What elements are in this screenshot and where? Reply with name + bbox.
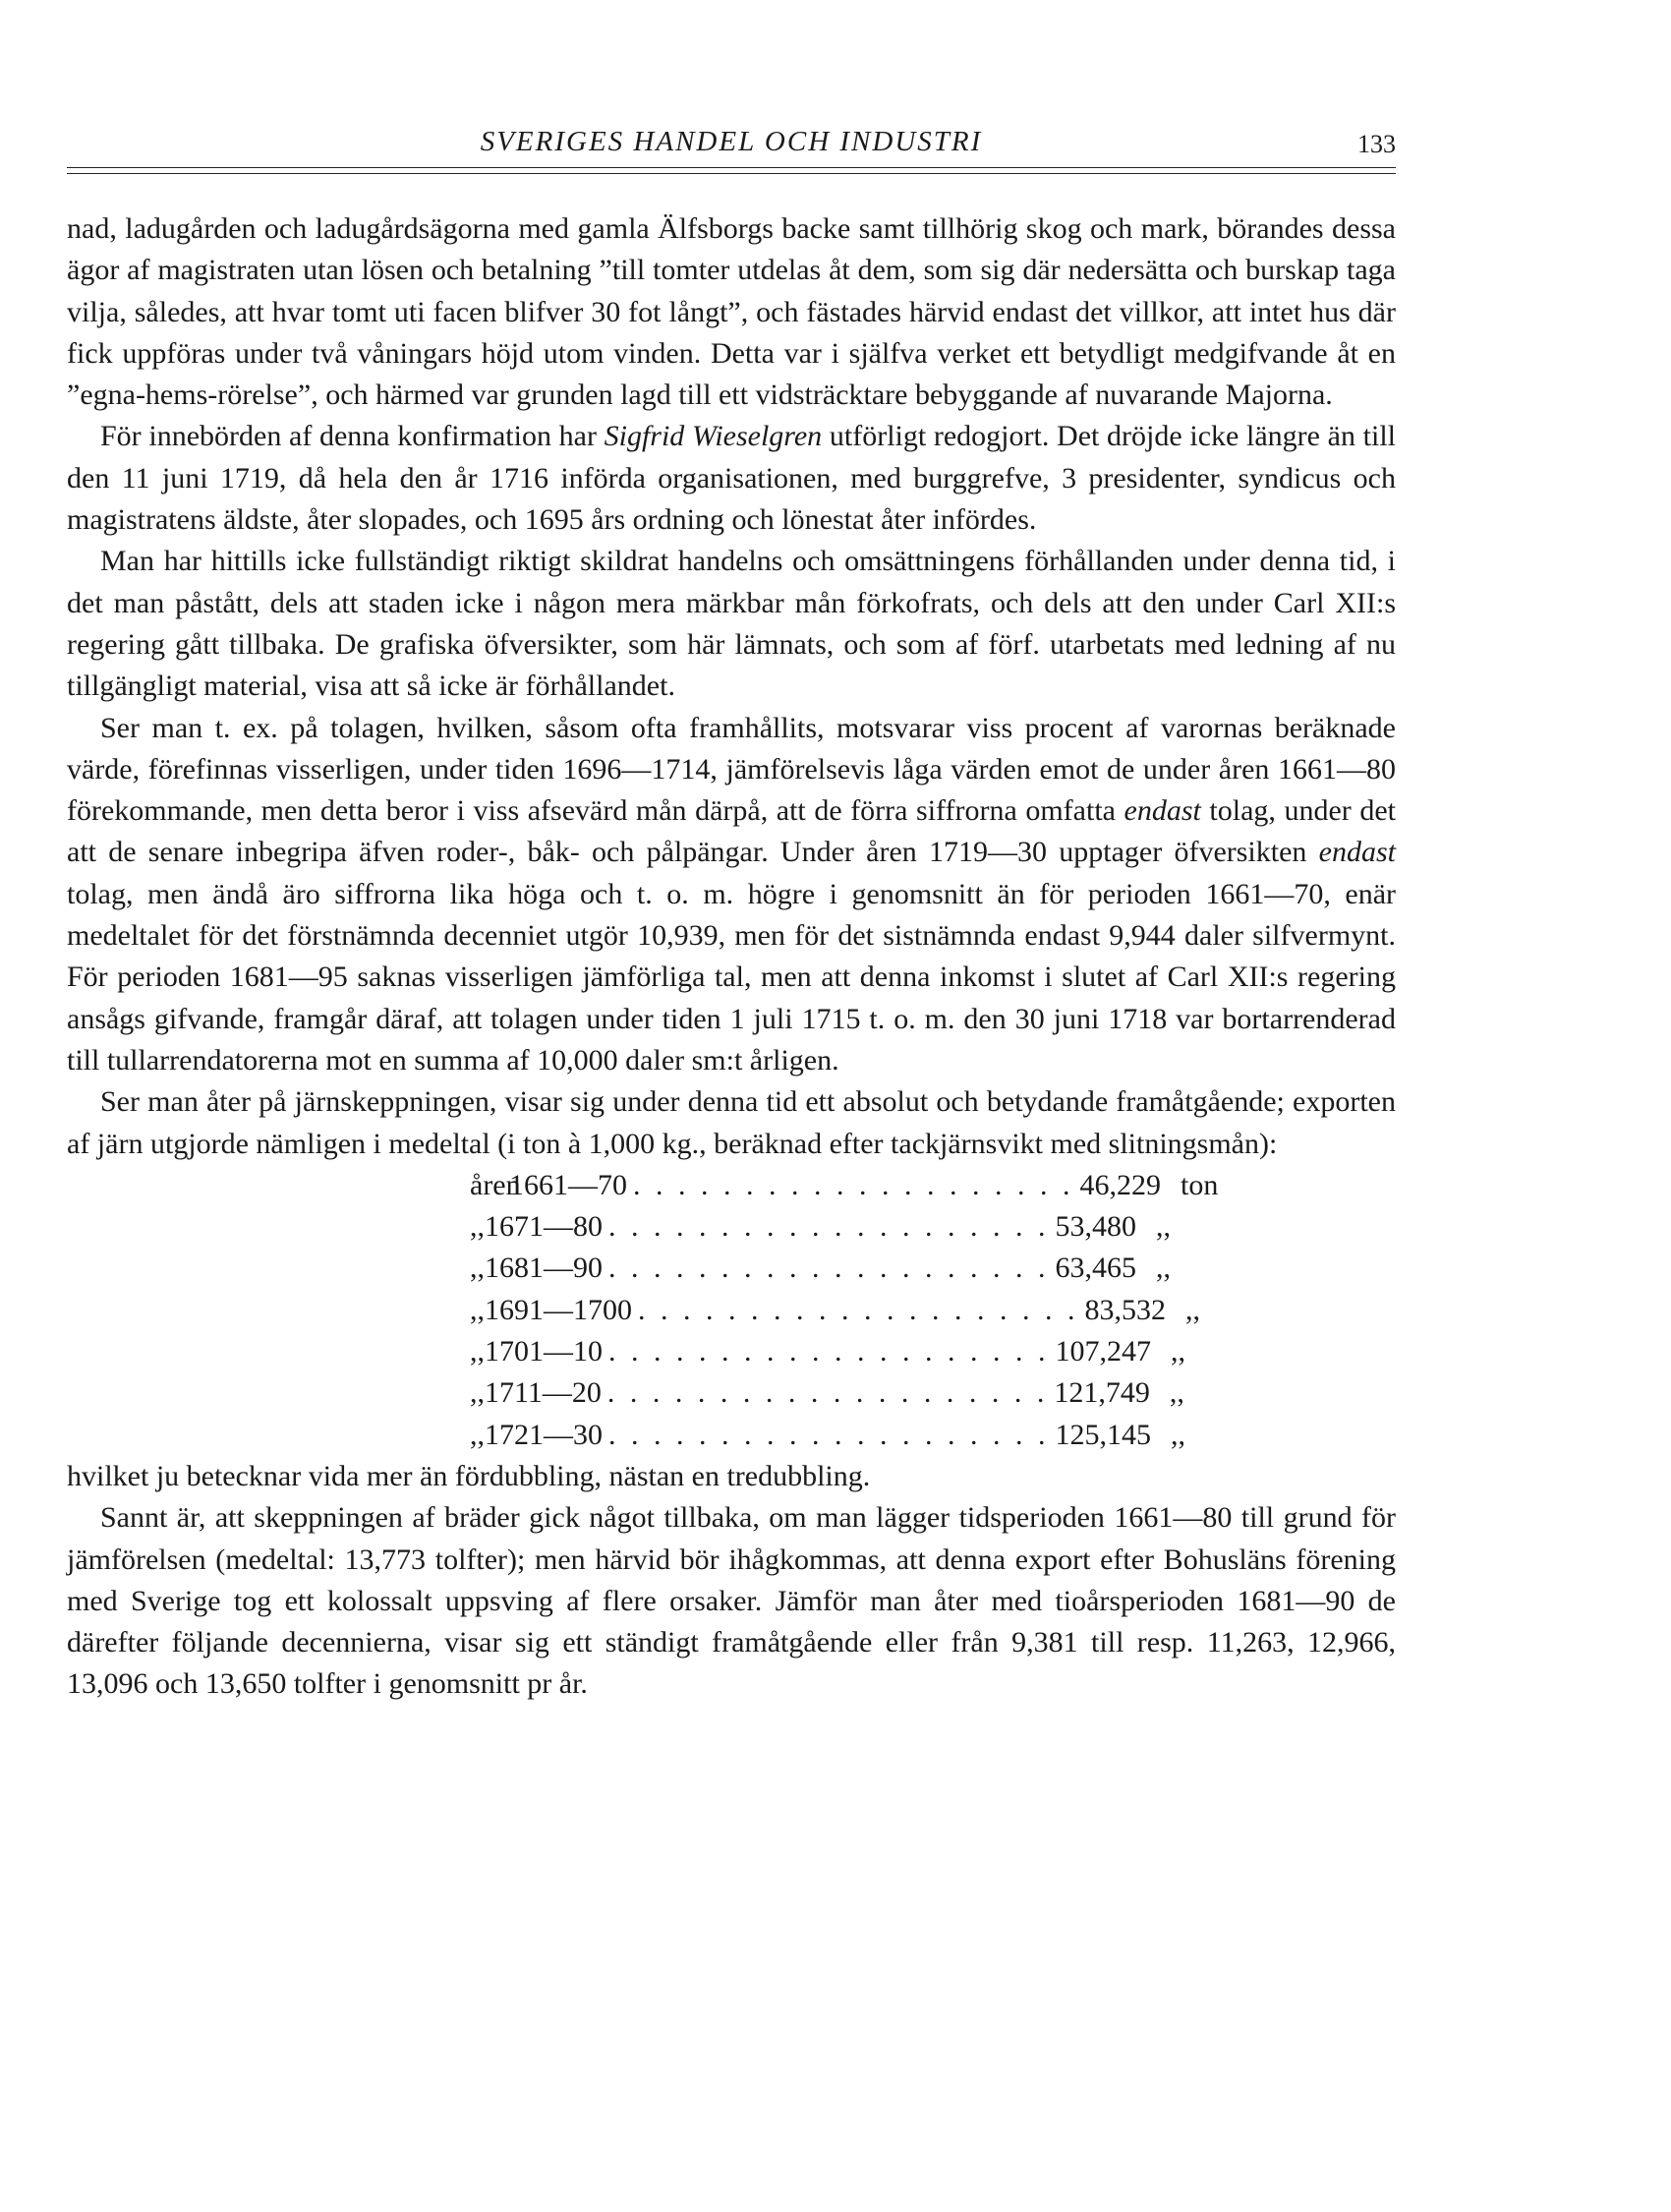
table-row: [440, 1165, 1219, 1206]
row-prefix: ,,: [470, 1293, 485, 1326]
row-unit: ,,: [1171, 1335, 1185, 1368]
paragraph-text: Man har hittills icke fullständigt riktigt skildrat handelns och omsättningens förhållanden under denna tid, i det man påstått, dels att staden icke i någon mera märkbar mån förkofrats, och dels att den under Carl XII:s regering gått tillbaka. De grafiska öfversikter, som här lämnats, och som af förf. utarbetats med ledning af nu tillgängligt material, visa att så icke är förhållandet.: [67, 545, 1396, 703]
row-prefix: ,,: [470, 1418, 485, 1451]
period-cell: [485, 1248, 1056, 1289]
period-cell: [485, 1415, 1056, 1456]
row-unit: ,,: [1169, 1376, 1184, 1410]
row-value: 121,749: [1054, 1376, 1150, 1410]
paragraph-text: Ser man åter på järnskeppningen, visar sig under denna tid ett absolut och betydande framåtgående; exporten af järn utgjorde nämligen i medeltal (i ton à 1,000 kg., beräknad efter tackjärnsvikt med slitningsmån):: [67, 1085, 1396, 1160]
table-row: [440, 1331, 1185, 1372]
emphasis-italic: endast: [1318, 836, 1396, 869]
table-row: [440, 1415, 1185, 1456]
row-period: 1691—1700: [485, 1293, 632, 1326]
row-period: 1721—30: [485, 1418, 603, 1451]
body-text: [67, 208, 1396, 1706]
period-cell: [485, 1372, 1054, 1414]
row-value: 107,247: [1055, 1335, 1151, 1368]
leader-dots: . . . . . . . . . . . . . . . . . . . .: [608, 1418, 1050, 1451]
row-prefix: ,,: [470, 1335, 485, 1368]
page-header: [67, 126, 1396, 169]
paragraph-text: Ser man t. ex. på tolagen, hvilken, såsom ofta framhållits, motsvarar viss procent af varornas beräknade värde, förefinnas visserligen, under tiden 1696—1714, jämförelsevis låga värden emot de under åren 1661—80 förekommande, men detta beror i viss afsevärd mån därpå, att de förra siffrorna omfatta: [67, 711, 1396, 828]
row-value: 125,145: [1055, 1418, 1151, 1451]
table-row: [440, 1372, 1184, 1414]
row-prefix: ,,: [470, 1376, 485, 1410]
period-cell: [485, 1290, 1085, 1331]
paragraph-text: För innebörden af denna konfirmation har: [100, 420, 605, 453]
paragraph-5: [67, 1081, 1396, 1165]
leader-dots: . . . . . . . . . . . . . . . . . . . .: [606, 1376, 1049, 1410]
row-prefix: ,,: [470, 1252, 485, 1285]
paragraph-text: hvilket ju betecknar vida mer än fördubbling, nästan en tredubbling.: [67, 1459, 871, 1492]
paragraph-1: [67, 208, 1396, 416]
leader-dots: . . . . . . . . . . . . . . . . . . . .: [633, 1168, 1074, 1201]
paragraph-4: [67, 708, 1396, 1082]
row-value: 83,532: [1084, 1293, 1166, 1326]
period-cell: [485, 1206, 1056, 1248]
period-cell: [509, 1165, 1080, 1206]
row-period: 1711—20: [485, 1376, 602, 1410]
paragraph-final: [67, 1497, 1396, 1705]
table-row: [440, 1206, 1171, 1248]
table-row: [440, 1290, 1200, 1331]
row-value: 63,465: [1055, 1252, 1136, 1285]
leader-dots: . . . . . . . . . . . . . . . . . . . .: [608, 1252, 1050, 1285]
row-unit: ,,: [1156, 1252, 1171, 1285]
row-value: 46,229: [1079, 1168, 1161, 1201]
row-value: 53,480: [1055, 1210, 1136, 1244]
paragraph-text: tolag, under det att de senare inbegripa äfven roder-, båk- och pålpängar. Under åren 1719—30 upptager öfversikten: [67, 794, 1396, 869]
paragraph-3: [67, 541, 1396, 707]
leader-dots: . . . . . . . . . . . . . . . . . . . .: [608, 1335, 1050, 1368]
paragraph-after-table: [67, 1456, 1396, 1497]
row-period: 1701—10: [485, 1335, 603, 1368]
row-prefix: ,,: [470, 1210, 485, 1244]
leader-dots: . . . . . . . . . . . . . . . . . . . .: [608, 1210, 1050, 1244]
row-period: 1661—70: [509, 1168, 627, 1201]
header-rule-top: [67, 167, 1396, 168]
leader-dots: . . . . . . . . . . . . . . . . . . . .: [638, 1293, 1079, 1326]
paragraph-2: [67, 416, 1396, 541]
emphasis-italic: endast: [1124, 794, 1201, 828]
period-cell: [485, 1331, 1056, 1372]
row-unit: ton: [1181, 1168, 1219, 1201]
row-unit: ,,: [1171, 1418, 1185, 1451]
paragraph-text: nad, ladugården och ladugårdsägorna med gamla Älfsborgs backe samt tillhörig skog och mark, börandes dessa ägor af magistraten utan lösen och betalning ”till tomter utdelas åt dem, som sig där nedersätta och burskap taga vilja, således, att hvar tomt uti facen blifver 30 fot långt”, och fästades härvid endast det villkor, att intet hus där fick uppföras under två våningars höjd utom vinden. Detta var i själfva verket ett betydligt medgifvande åt en ”egna-hems-rörelse”, och härmed var grunden lagd till ett vidsträcktare bebyggande af nuvarande Majorna.: [67, 212, 1396, 412]
row-period: 1681—90: [485, 1252, 603, 1285]
paragraph-text: tolag, men ändå äro siffrorna lika höga och t. o. m. högre i genomsnitt än för perioden 1661—70, enär medeltalet för det förstnämnda decenniet utgör 10,939, men för det sistnämnda endast 9,944 daler silfvermynt. För perioden 1681—95 saknas visserligen jämförliga tal, men att denna inkomst i slutet af Carl XII:s regering ansågs gifvande, framgår däraf, att tolagen under tiden 1 juli 1715 t. o. m. den 30 juni 1718 var bortarrenderad till tullarrendatorerna mot en summa af 10,000 daler sm:t årligen.: [67, 877, 1396, 1077]
author-name-italic: Sigfrid Wieselgren: [604, 420, 823, 453]
paragraph-text: Sannt är, att skeppningen af bräder gick något tillbaka, om man lägger tidsperioden 1661—80 till grund för jämförelsen (medeltal: 13,773 tolfter); men härvid bör ihågkommas, att denna export efter Bohusläns förening med Sverige tog ett kolossalt uppsving af flere orsaker. Jämför man åter med tioårsperioden 1681—90 de därefter följande decennierna, visar sig ett ständigt framåtgående eller från 9,381 till resp. 11,263, 12,966, 13,096 och 13,650 tolfter i genomsnitt pr år.: [67, 1501, 1396, 1701]
table-row: [440, 1248, 1171, 1289]
row-prefix: åren: [470, 1168, 521, 1201]
row-period: 1671—80: [485, 1210, 603, 1244]
header-rule-bottom: [67, 173, 1396, 174]
iron-export-table: [440, 1165, 1219, 1456]
paragraph-text: utförligt redogjort. Det dröjde icke längre än till den 11 juni 1719, då hela den år 1716 införda organisationen, med burggrefve, 3 presidenter, syndicus och magistratens äldste, åter slopades, och 1695 års ordning och lönestat åter infördes.: [67, 420, 1396, 537]
row-unit: ,,: [1185, 1293, 1200, 1326]
page-number: 133: [1357, 130, 1396, 158]
row-unit: ,,: [1156, 1210, 1171, 1244]
running-title: SVERIGES HANDEL OCH INDUSTRI: [480, 126, 983, 157]
